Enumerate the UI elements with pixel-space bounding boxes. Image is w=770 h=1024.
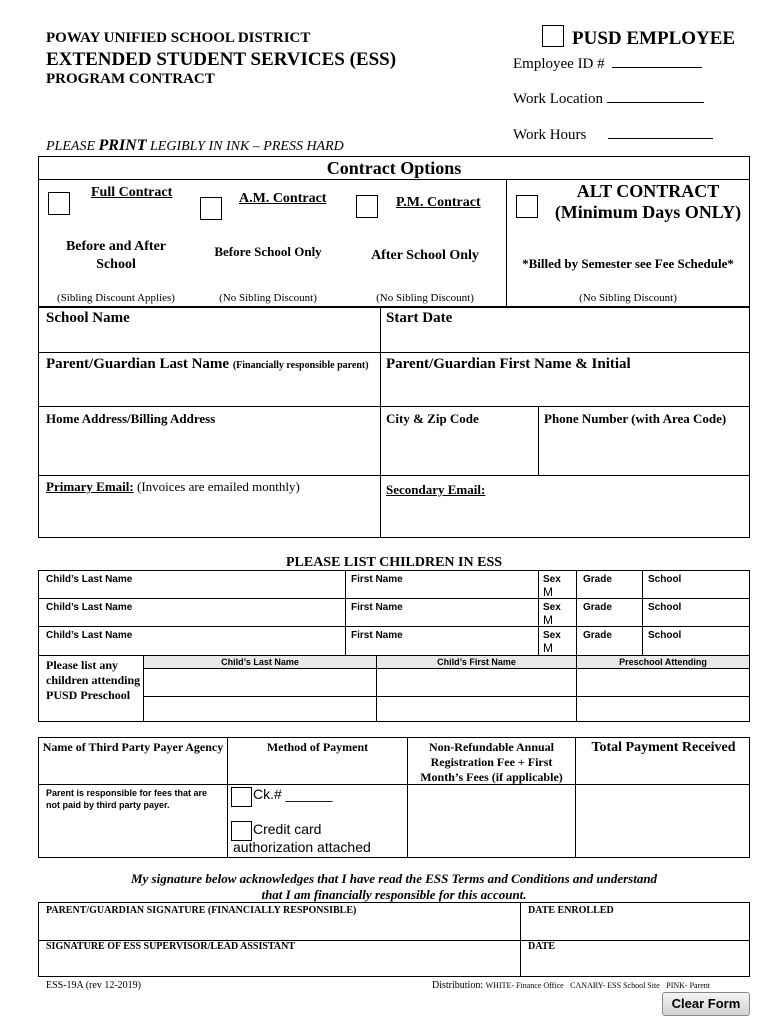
alt-contract-note: (No Sibling Discount): [579, 292, 677, 304]
credit-card-label: Credit card: [253, 821, 322, 837]
child-2-first-label: First Name: [351, 602, 403, 613]
am-contract-desc: Before School Only: [214, 244, 322, 259]
divider: [38, 179, 750, 180]
clear-form-button[interactable]: Clear Form: [662, 992, 750, 1016]
secondary-email-label: Secondary Email:: [386, 482, 486, 497]
distribution-info: [432, 980, 710, 991]
child-1-last-input[interactable]: [40, 572, 343, 596]
program-name: EXTENDED STUDENT SERVICES (ESS): [46, 49, 397, 70]
work-location-label: Work Location: [513, 91, 604, 107]
distribution-pink: PINK- Parent: [666, 981, 711, 990]
full-contract-checkbox[interactable]: [48, 192, 70, 215]
primary-email-label: [46, 479, 300, 495]
parent-last-name-input[interactable]: [40, 376, 378, 404]
preschool-1-last-input[interactable]: [145, 670, 374, 695]
pm-contract-checkbox[interactable]: [356, 195, 378, 218]
total-payment-label: Total Payment Received: [591, 740, 736, 755]
child-2-school-label: School: [648, 602, 682, 613]
work-hours-line: [608, 138, 713, 139]
credit-card-checkbox[interactable]: [231, 821, 252, 841]
district-name: POWAY UNIFIED SCHOOL DISTRICT: [46, 30, 311, 46]
divider: [227, 737, 228, 858]
work-hours-field[interactable]: [513, 127, 713, 144]
child-2-sex-label: Sex: [543, 602, 561, 613]
preschool-col-first: Child’s First Name: [437, 657, 516, 667]
pm-contract-label: P.M. Contract: [396, 195, 481, 210]
city-zip-label: City & Zip Code: [386, 411, 479, 426]
acknowledgement-line-2: that I am financially responsible for this account.: [261, 887, 527, 902]
parent-signature-label: PARENT/GUARDIAN SIGNATURE (FINANCIALLY RESPONSIBLE): [46, 905, 357, 916]
pm-contract-desc: After School Only: [371, 248, 479, 263]
children-title: PLEASE LIST CHILDREN IN ESS: [285, 555, 503, 570]
alt-contract-label-2: (Minimum Days ONLY): [554, 202, 742, 222]
supervisor-signature-label: SIGNATURE OF ESS SUPERVISOR/LEAD ASSISTANT: [46, 941, 295, 952]
check-checkbox[interactable]: [231, 787, 252, 807]
am-contract-note: (No Sibling Discount): [219, 292, 317, 304]
pusd-employee-label: PUSD EMPLOYEE: [572, 28, 736, 49]
am-contract-label: A.M. Contract: [239, 191, 327, 206]
am-contract-checkbox[interactable]: [200, 197, 222, 220]
preschool-label: Please list any children attending PUSD Preschool: [46, 658, 141, 702]
divider: [538, 406, 539, 475]
employee-id-label: Employee ID #: [513, 56, 605, 72]
divider: [38, 784, 750, 785]
primary-email-note: (Invoices are emailed monthly): [133, 479, 300, 494]
school-name-input[interactable]: [40, 330, 378, 350]
third-party-input[interactable]: [40, 812, 225, 856]
city-zip-input[interactable]: [383, 430, 536, 473]
full-contract-note: (Sibling Discount Applies): [57, 292, 175, 304]
registration-fee-input[interactable]: [409, 786, 573, 856]
divider: [380, 306, 381, 538]
pusd-employee-checkbox[interactable]: [542, 25, 564, 47]
acknowledgement-line-1: My signature below acknowledges that I have read the ESS Terms and Conditions and understand: [130, 871, 658, 886]
child-3-grade-label: Grade: [583, 630, 612, 641]
alt-contract-desc: *Billed by Semester see Fee Schedule*: [522, 256, 734, 271]
child-1-first-label: First Name: [351, 574, 403, 585]
child-2-last-input[interactable]: [40, 600, 343, 624]
credit-card-label-2: authorization attached: [233, 839, 371, 855]
divider: [520, 902, 521, 977]
parent-signature-input[interactable]: [40, 918, 518, 938]
date-enrolled-input[interactable]: [523, 918, 748, 938]
child-1-last-label: Child’s Last Name: [46, 574, 133, 585]
divider: [506, 179, 507, 308]
divider: [143, 696, 750, 697]
preschool-1-first-input[interactable]: [378, 670, 574, 695]
child-1-first-input[interactable]: [347, 572, 536, 596]
home-address-input[interactable]: [40, 430, 378, 473]
form-id: ESS-19A (rev 12-2019): [46, 980, 141, 991]
child-3-last-input[interactable]: [40, 628, 343, 653]
primary-email-input[interactable]: [40, 497, 378, 536]
contract-options-title: Contract Options: [326, 158, 462, 178]
divider: [407, 737, 408, 858]
child-2-grade-label: Grade: [583, 602, 612, 613]
child-1-sex-value[interactable]: M: [543, 585, 553, 599]
preschool-col-last: Child’s Last Name: [221, 657, 299, 667]
divider: [642, 570, 643, 655]
child-2-first-input[interactable]: [347, 600, 536, 624]
child-2-last-label: Child’s Last Name: [46, 602, 133, 613]
home-address-label: Home Address/Billing Address: [46, 411, 216, 426]
third-party-label: Name of Third Party Payer Agency: [42, 740, 224, 754]
instruction-print: PRINT: [98, 137, 147, 154]
child-1-school-label: School: [648, 574, 682, 585]
divider: [38, 475, 750, 476]
date-label: DATE: [528, 941, 556, 952]
start-date-label: Start Date: [386, 310, 453, 326]
divider: [143, 668, 750, 669]
child-3-school-label: School: [648, 630, 682, 641]
divider: [538, 570, 539, 655]
preschool-2-school-input[interactable]: [578, 698, 748, 720]
primary-email-text: Primary Email:: [46, 479, 134, 494]
full-contract-desc: Before and After School: [65, 239, 167, 272]
divider: [575, 737, 576, 858]
parent-last-name-note: (Financially responsible parent): [232, 360, 369, 371]
distribution-label: Distribution:: [432, 980, 484, 991]
divider: [38, 352, 750, 353]
print-instruction: [46, 137, 344, 155]
employee-id-line: [612, 67, 702, 68]
preschool-1-school-input[interactable]: [578, 670, 748, 695]
divider: [38, 406, 750, 407]
date-input[interactable]: [523, 954, 748, 975]
parent-last-name-text: Parent/Guardian Last Name: [46, 356, 230, 372]
work-hours-label: Work Hours: [513, 127, 587, 143]
child-3-sex-value[interactable]: M: [543, 641, 553, 655]
secondary-email-input[interactable]: [383, 500, 747, 536]
method-label: Method of Payment: [266, 740, 369, 754]
preschool-col-school: Preschool Attending: [619, 657, 707, 667]
check-number-label[interactable]: Ck.# ______: [253, 786, 333, 802]
child-1-sex-label: Sex: [543, 574, 561, 585]
supervisor-signature-input[interactable]: [40, 954, 518, 975]
child-3-last-label: Child’s Last Name: [46, 630, 133, 641]
preschool-2-last-input[interactable]: [145, 698, 374, 720]
divider: [38, 626, 750, 627]
parent-responsible-note: Parent is responsible for fees that are not paid by third party payer.: [46, 788, 208, 810]
pm-contract-note: (No Sibling Discount): [376, 292, 474, 304]
child-1-grade-label: Grade: [583, 574, 612, 585]
phone-input[interactable]: [541, 430, 747, 473]
distribution-white: WHITE- Finance Office: [485, 981, 564, 990]
instruction-post: LEGIBLY IN INK – PRESS HARD: [146, 139, 344, 154]
start-date-input[interactable]: [383, 330, 747, 350]
full-contract-label: Full Contract: [91, 185, 173, 200]
child-3-first-label: First Name: [351, 630, 403, 641]
parent-last-name-label: [46, 356, 369, 373]
phone-label: Phone Number (with Area Code): [544, 411, 727, 426]
work-location-field[interactable]: [513, 91, 704, 108]
alt-contract-checkbox[interactable]: [516, 195, 538, 218]
date-enrolled-label: DATE ENROLLED: [528, 905, 614, 916]
parent-first-name-label: Parent/Guardian First Name & Initial: [386, 356, 631, 372]
divider: [345, 570, 346, 655]
work-location-line: [607, 102, 704, 103]
child-3-first-input[interactable]: [347, 628, 536, 653]
contract-title: PROGRAM CONTRACT: [46, 71, 215, 87]
child-2-sex-value[interactable]: M: [543, 613, 553, 627]
divider: [576, 570, 577, 655]
preschool-2-first-input[interactable]: [378, 698, 574, 720]
divider: [38, 598, 750, 599]
instruction-pre: PLEASE: [46, 139, 99, 154]
distribution-canary: CANARY- ESS School Site: [570, 981, 660, 990]
total-payment-input[interactable]: [577, 786, 748, 856]
school-name-label: School Name: [46, 310, 130, 326]
parent-first-name-input[interactable]: [383, 376, 747, 404]
employee-id-field[interactable]: [513, 56, 702, 73]
nonrefundable-label: Non-Refundable Annual Registration Fee + First Month’s Fees (if applicable): [420, 740, 563, 784]
alt-contract-label: ALT CONTRACT: [576, 181, 720, 201]
child-3-sex-label: Sex: [543, 630, 561, 641]
